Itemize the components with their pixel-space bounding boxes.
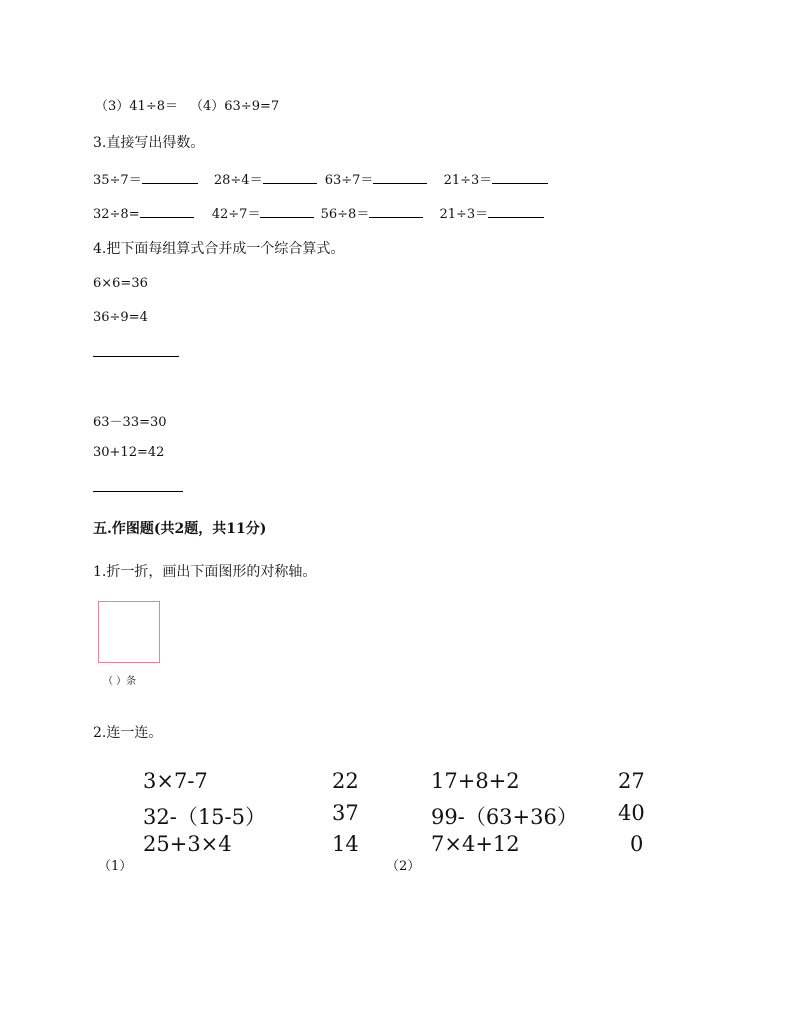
section-5-heading: 五.作图题(共2题，共11分) (93, 521, 267, 537)
s5-q2-title: 2.连一连。 (93, 725, 163, 741)
square-figure (98, 601, 160, 663)
q3-r2-expr1: 32÷8= (93, 207, 140, 222)
problem-4: （4）63÷9=7 (190, 99, 280, 114)
q4-g2-eq1: 63－33=30 (93, 415, 167, 430)
p2-answer-3[interactable]: 0 (630, 832, 644, 856)
q4-g1-eq2: 36÷9=4 (93, 310, 148, 325)
p1-expr-3[interactable]: 25+3×4 (143, 832, 232, 856)
q4-g2-eq2: 30+12=42 (93, 445, 165, 460)
answer-blank[interactable] (369, 204, 423, 218)
p2-answer-2[interactable]: 40 (618, 801, 645, 825)
part-1-label: （1） (98, 859, 133, 874)
q4-g1-eq1: 6×6=36 (93, 276, 148, 291)
p1-expr-1[interactable]: 3×7-7 (143, 769, 208, 793)
q3-r1-expr1: 35÷7＝ (93, 173, 142, 188)
answer-blank[interactable] (140, 204, 194, 218)
p1-answer-2[interactable]: 37 (332, 801, 359, 825)
p1-expr-2[interactable]: 32-（15-5） (143, 805, 266, 829)
q3-r2-expr2: 42÷7＝ (211, 207, 261, 222)
answer-blank[interactable] (142, 170, 198, 184)
s5-q1-title: 1.折一折，画出下面图形的对称轴。 (93, 564, 317, 580)
p2-expr-3[interactable]: 7×4+12 (431, 832, 520, 856)
p1-answer-3[interactable]: 14 (332, 832, 359, 856)
q3-r1-expr3: 63÷7＝ (324, 173, 374, 188)
q3-r2-expr3: 56÷8＝ (320, 207, 370, 222)
problem-3: （3）41÷8＝ (95, 99, 178, 114)
answer-blank[interactable] (260, 204, 314, 218)
p1-answer-1[interactable]: 22 (332, 769, 359, 793)
answer-blank[interactable] (488, 204, 544, 218)
q3-r2-expr4: 21÷3＝ (439, 207, 489, 222)
answer-blank[interactable] (492, 170, 548, 184)
answer-line-1[interactable] (93, 356, 179, 357)
p2-expr-2[interactable]: 99-（63+36） (431, 805, 578, 829)
q3-row2 (93, 203, 544, 222)
answer-blank[interactable] (373, 170, 427, 184)
answer-line-2[interactable] (93, 491, 183, 492)
p2-answer-1[interactable]: 27 (618, 769, 645, 793)
q3-row1 (93, 169, 548, 188)
s5-q1-caption: （ ）条 (103, 676, 137, 687)
answer-blank[interactable] (263, 170, 317, 184)
q3-r1-expr2: 28÷4＝ (213, 173, 263, 188)
q4-title: 4.把下面每组算式合并成一个综合算式。 (93, 241, 345, 257)
q3-r1-expr4: 21÷3＝ (443, 173, 493, 188)
p2-expr-1[interactable]: 17+8+2 (431, 769, 520, 793)
q3-title: 3.直接写出得数。 (93, 135, 205, 151)
part-2-label: （2） (386, 859, 421, 874)
